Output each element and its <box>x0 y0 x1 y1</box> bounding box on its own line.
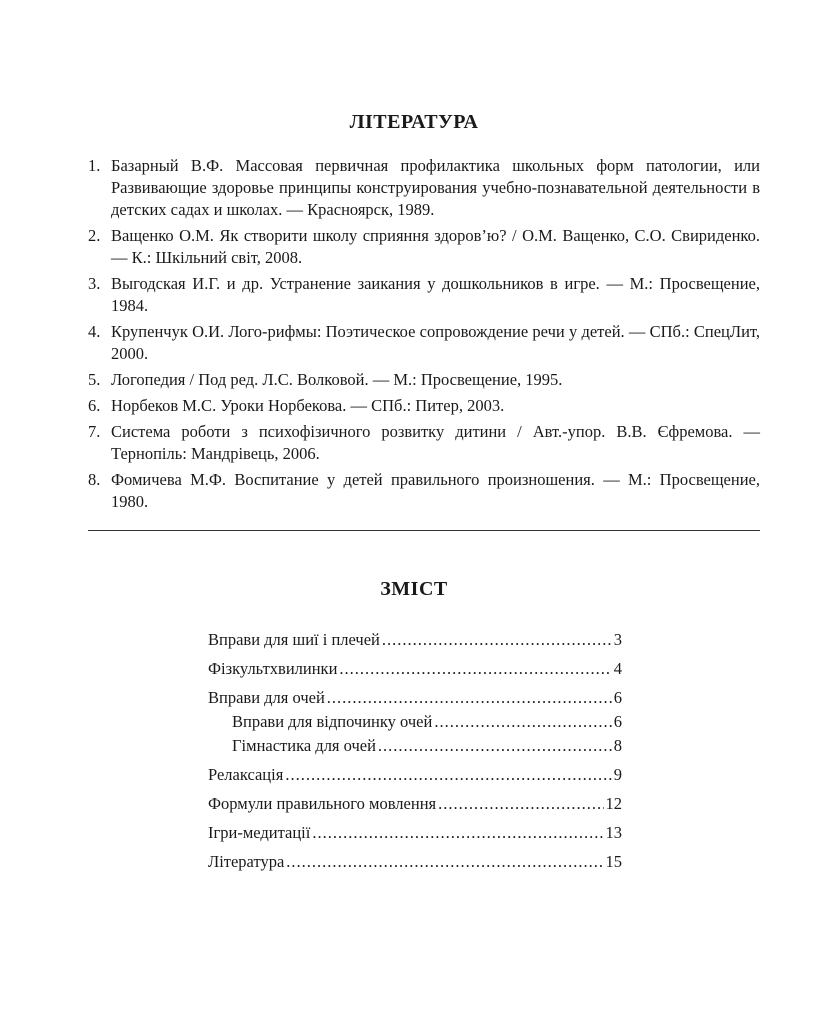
toc-entry[interactable] <box>208 657 622 681</box>
reference-text: Норбеков М.С. Уроки Норбекова. — СПб.: Питер, 2003. <box>111 396 505 415</box>
toc-leader-dots <box>312 821 603 845</box>
toc-leader-dots <box>327 686 612 710</box>
reference-item <box>88 273 760 317</box>
toc-leader-dots <box>434 710 611 734</box>
toc-entry-label: Вправи для очей <box>208 688 325 707</box>
reference-item <box>88 225 760 269</box>
toc-page-number: 6 <box>613 712 622 731</box>
reference-number: 8. <box>88 470 101 489</box>
toc-page-number: 9 <box>613 765 622 784</box>
reference-text: Базарный В.Ф. Массовая первичная профилактика школьных форм патологии, или Развивающие здоровье принципы конструирования учебно-познавательной деятельности в детских садах и школах. — Красноярск, 1989. <box>111 156 760 219</box>
toc-leader-dots <box>339 657 611 681</box>
toc-entry-label: Ігри-медитації <box>208 823 311 842</box>
toc-entry[interactable] <box>208 821 622 845</box>
toc-page-number: 3 <box>613 630 622 649</box>
toc-leader-dots <box>382 628 612 652</box>
reference-item <box>88 469 760 513</box>
reference-item <box>88 421 760 465</box>
toc-entry-label: Література <box>208 852 285 871</box>
toc-entry[interactable] <box>208 850 622 874</box>
reference-text: Система роботи з психофізичного розвитку дитини / Авт.-упор. В.В. Єфремова. — Тернопіль: Мандрівець, 2006. <box>111 422 760 463</box>
toc-entry[interactable] <box>208 792 622 816</box>
table-of-contents <box>208 628 622 874</box>
toc-entry[interactable] <box>208 763 622 787</box>
reference-item <box>88 321 760 365</box>
reference-text: Логопедия / Под ред. Л.С. Волковой. — М.: Просвещение, 1995. <box>111 370 563 389</box>
reference-number: 1. <box>88 156 101 175</box>
section-divider <box>88 530 760 531</box>
reference-number: 3. <box>88 274 101 293</box>
toc-subentry[interactable] <box>208 734 622 758</box>
toc-page-number: 4 <box>613 659 622 678</box>
toc-entry-label: Релаксація <box>208 765 284 784</box>
toc-entry-label: Вправи для відпочинку очей <box>232 712 433 731</box>
toc-entry-label: Вправи для шиї і плечей <box>208 630 380 649</box>
reference-number: 5. <box>88 370 101 389</box>
reference-number: 6. <box>88 396 101 415</box>
reference-number: 2. <box>88 226 101 245</box>
toc-page-number: 8 <box>613 736 622 755</box>
literature-title: ЛІТЕРАТУРА <box>349 111 479 133</box>
toc-page-number: 6 <box>613 688 622 707</box>
reference-item <box>88 155 760 221</box>
reference-text: Фомичева М.Ф. Воспитание у детей правильного произношения. — М.: Просвещение, 1980. <box>111 470 760 511</box>
toc-entry-label: Гімнастика для очей <box>232 736 376 755</box>
reference-list <box>88 155 760 517</box>
toc-leader-dots <box>286 850 603 874</box>
reference-number: 4. <box>88 322 101 341</box>
reference-item <box>88 369 760 391</box>
toc-entry-label: Фізкультхвилинки <box>208 659 338 678</box>
reference-text: Ващенко О.М. Як створити школу сприяння здоров’ю? / О.М. Ващенко, С.О. Свириденко. — К.: Шкільний світ, 2008. <box>111 226 760 267</box>
reference-text: Выгодская И.Г. и др. Устранение заикания у дошкольников в игре. — М.: Просвещение, 1984. <box>111 274 760 315</box>
toc-leader-dots <box>285 763 611 787</box>
toc-entry-label: Формули правильного мовлення <box>208 794 437 813</box>
toc-page-number: 13 <box>605 823 622 842</box>
toc-entry[interactable] <box>208 628 622 652</box>
toc-leader-dots <box>378 734 612 758</box>
toc-page-number: 15 <box>605 852 622 871</box>
contents-title: ЗМІСТ <box>380 578 448 600</box>
reference-item <box>88 395 760 417</box>
reference-text: Крупенчук О.И. Лого-рифмы: Поэтическое сопровождение речи у детей. — СПб.: СпецЛит, 2000. <box>111 322 760 363</box>
toc-page-number: 12 <box>605 794 622 813</box>
reference-number: 7. <box>88 422 101 441</box>
toc-subentry[interactable] <box>208 710 622 734</box>
toc-leader-dots <box>438 792 603 816</box>
toc-entry[interactable] <box>208 686 622 710</box>
